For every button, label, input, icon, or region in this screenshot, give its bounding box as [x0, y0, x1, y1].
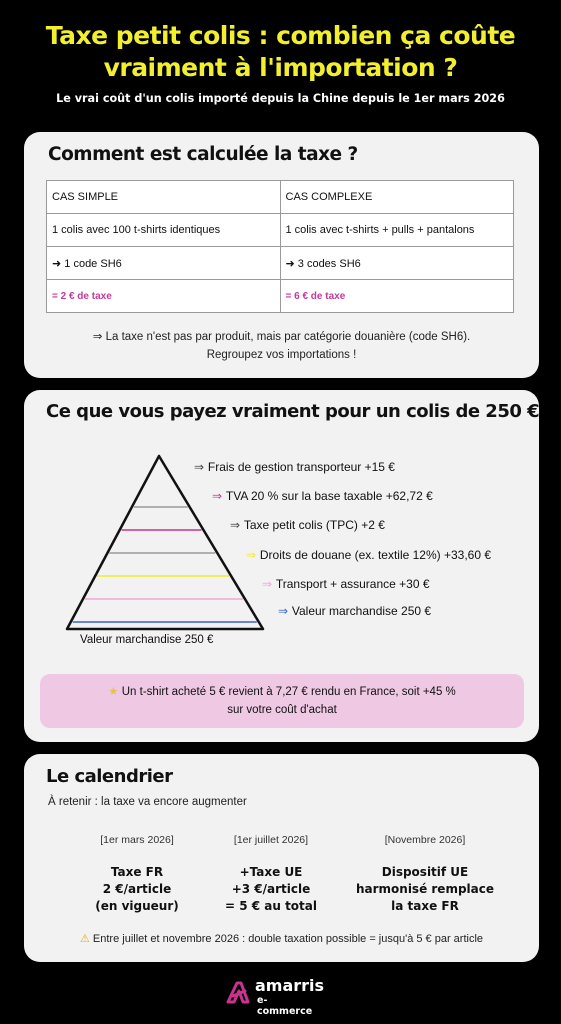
pyramid-layer-label [262, 577, 430, 591]
callout-line-2: sur votre coût d'achat [227, 704, 337, 716]
calendar-date: [1er juillet 2026] [233, 834, 309, 846]
table-cell-tax-simple: = 2 € de taxe [47, 280, 281, 313]
table-header-complex: CAS COMPLEXE [280, 181, 514, 214]
calendar-date: [Novembre 2026] [384, 834, 466, 846]
calendar-card [24, 754, 539, 962]
arrow-icon: ⇒ [278, 604, 292, 618]
logo-name: amarris [255, 976, 325, 995]
title-line-2: vraiment à l'importation ? [103, 53, 458, 82]
table-row [47, 214, 514, 247]
pyramid-base-label: Valeur marchandise 250 € [80, 634, 214, 646]
desc-line: (en vigueur) [95, 899, 179, 913]
table-cell: 1 colis avec 100 t-shirts identiques [47, 214, 281, 247]
desc-line: Taxe FR [110, 865, 164, 879]
desc-line: +3 €/article [231, 882, 311, 896]
pyramid-outline [67, 456, 263, 629]
callout-text-1: Un t-shirt acheté 5 € revient à 7,27 € rendu en France, soit +45 % [121, 686, 456, 698]
table-cell: ➜ 1 code SH6 [47, 247, 281, 280]
desc-line: Dispositif UE [381, 865, 469, 879]
calendar-column-november [350, 834, 500, 915]
layer-text: Taxe petit colis (TPC) +2 € [243, 518, 385, 532]
pyramid-layer-label [212, 489, 433, 503]
arrow-icon: ⇒ [230, 518, 244, 532]
page-subtitle: Le vrai coût d'un colis importé depuis la Chine depuis le 1er mars 2026 [56, 92, 505, 105]
real-cost-title: Ce que vous payez vraiment pour un colis de 250 € [46, 401, 540, 422]
table-row [47, 181, 514, 214]
arrow-icon: ⇒ [246, 548, 260, 562]
logo-mark-icon [226, 980, 250, 1004]
title-line-1: Taxe petit colis : combien ça coûte [45, 21, 516, 50]
tax-note-line-2: Regroupez vos importations ! [206, 349, 357, 361]
desc-line: = 5 € au total [224, 899, 318, 913]
table-cell-tax-complex: = 6 € de taxe [280, 280, 514, 313]
arrow-icon: ⇒ [212, 489, 226, 503]
tax-comparison-table [46, 180, 514, 313]
calendar-description [196, 864, 346, 915]
callout-line-1 [40, 683, 524, 701]
layer-text: Frais de gestion transporteur +15 € [207, 460, 395, 474]
table-header-simple: CAS SIMPLE [47, 181, 281, 214]
logo-tagline: e-commerce [257, 995, 313, 1017]
tax-note [44, 328, 519, 364]
tax-calculation-title: Comment est calculée la taxe ? [48, 144, 358, 165]
tshirt-callout [40, 674, 524, 728]
calendar-subtitle: À retenir : la taxe va encore augmenter [48, 796, 247, 808]
star-icon: ★ [108, 686, 119, 698]
tax-note-line-1: ⇒ La taxe n'est pas par produit, mais par catégorie douanière (code SH6). [92, 331, 471, 343]
real-cost-card [24, 390, 539, 742]
desc-line: la taxe FR [391, 899, 459, 913]
calendar-title: Le calendrier [46, 766, 173, 787]
arrow-icon: ⇒ [194, 460, 208, 474]
warning-icon: ⚠ [79, 932, 90, 945]
calendar-date: [1er mars 2026] [100, 834, 174, 846]
pyramid-layer-label [278, 604, 431, 618]
pyramid-layer-label [230, 518, 385, 532]
calendar-description [350, 864, 500, 915]
layer-text: TVA 20 % sur la base taxable +62,72 € [225, 489, 433, 503]
desc-line: 2 €/article [102, 882, 172, 896]
desc-line: +Taxe UE [239, 865, 303, 879]
calendar-description [62, 864, 212, 915]
table-row [47, 247, 514, 280]
desc-line: harmonisé remplace [355, 882, 495, 896]
double-tax-warning [34, 932, 529, 945]
table-cell: 1 colis avec t-shirts + pulls + pantalons [280, 214, 514, 247]
table-cell: ➜ 3 codes SH6 [280, 247, 514, 280]
layer-text: Transport + assurance +30 € [275, 577, 430, 591]
pyramid-layer-label [194, 460, 395, 474]
page-title [0, 20, 561, 84]
layer-text: Valeur marchandise 250 € [291, 604, 432, 618]
calendar-column-july [196, 834, 346, 915]
table-row [47, 280, 514, 313]
tax-calculation-card [24, 132, 539, 378]
calendar-column-march [62, 834, 212, 915]
layer-text: Droits de douane (ex. textile 12%) +33,60 € [259, 548, 492, 562]
pyramid-layer-label [246, 548, 491, 562]
warning-text: Entre juillet et novembre 2026 : double taxation possible = jusqu'à 5 € par article [92, 933, 484, 945]
arrow-icon: ⇒ [262, 577, 276, 591]
